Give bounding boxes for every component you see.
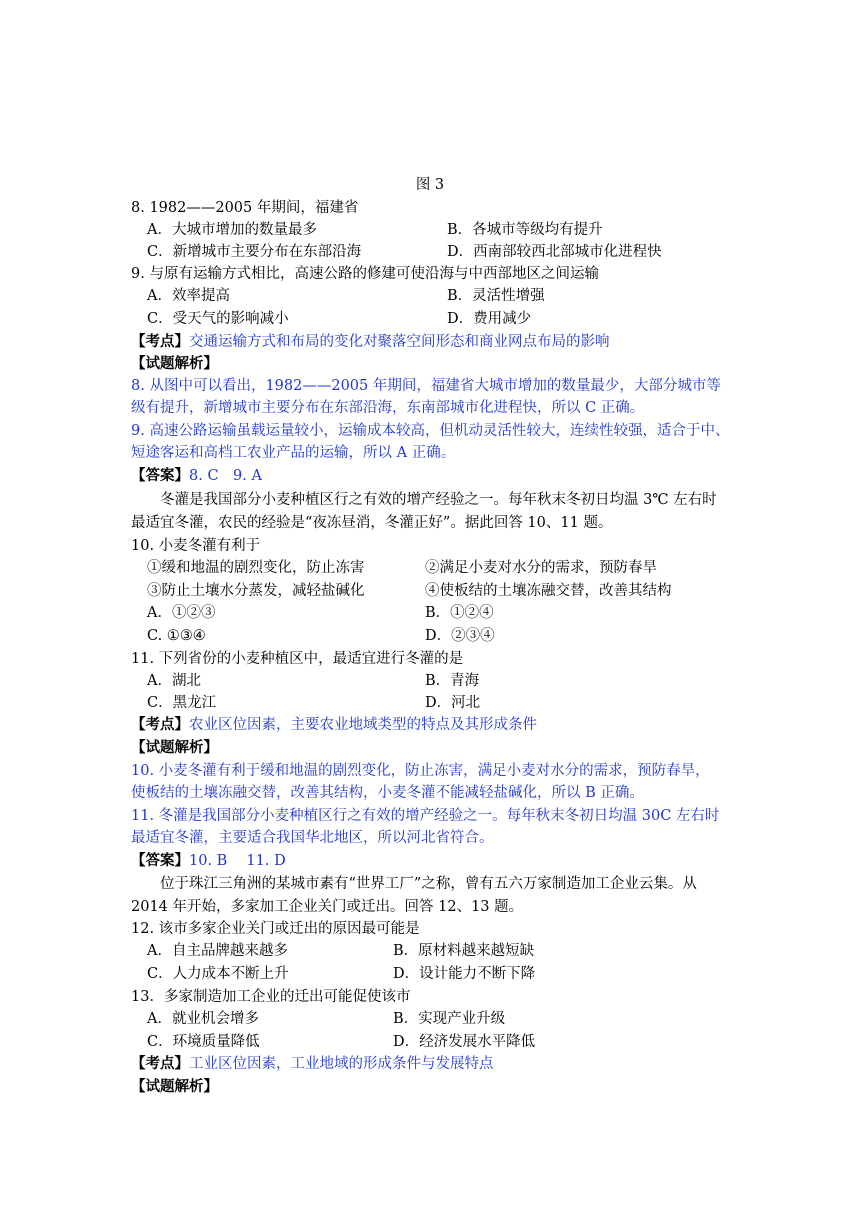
q10-statement-3: ③防止土壤水分蒸发，减轻盐碱化 [147, 583, 365, 599]
q9-stem: 9. 与原有运输方式相比，高速公路的修建可使沿海与中西部地区之间运输 [131, 266, 599, 282]
kaodian-tag: 【考点】 [131, 333, 189, 350]
q9-option-a: A．效率提高 [147, 288, 230, 304]
kaodian-tag: 【考点】 [131, 1055, 189, 1072]
answer-text: 8. C 9. A [189, 468, 262, 484]
q13-option-d: D．经济发展水平降低 [393, 1034, 536, 1050]
q13-option-b: B．实现产业升级 [393, 1011, 506, 1027]
kaodian-tag: 【考点】 [131, 716, 189, 733]
kaodian-1 [131, 331, 610, 353]
q13-option-c: C．环境质量降低 [147, 1034, 260, 1050]
q10-option-a: A．①②③ [147, 605, 216, 621]
q12-stem: 12. 该市多家企业关门或迁出的原因最可能是 [131, 921, 420, 937]
q8-option-a: A．大城市增加的数量最多 [147, 222, 317, 238]
q9-option-d: D．费用减少 [447, 311, 532, 327]
q11-option-d: D．河北 [425, 695, 481, 711]
explanation-10-line2: 使板结的土壤冻融交替，改善其结构，小麦冬灌不能减轻盐碱化，所以 B 正确。 [131, 785, 644, 801]
explanation-8-line1: 8. 从图中可以看出，1982——2005 年期间，福建省大城市增加的数量最少，大部分城市等 [131, 378, 721, 394]
q11-option-b: B．青海 [425, 673, 480, 689]
q12-option-b: B．原材料越来越短缺 [393, 943, 535, 959]
q13-option-a: A．就业机会增多 [147, 1011, 259, 1027]
kaodian-text: 工业区位因素，工业地域的形成条件与发展特点 [189, 1056, 494, 1072]
answer-2 [131, 850, 286, 872]
q10-option-d: D．②③④ [425, 628, 495, 644]
q10-statement-1: ①缓和地温的剧烈变化，防止冻害 [147, 560, 365, 576]
answer-tag: 【答案】 [131, 852, 189, 869]
q8-option-c: C．新增城市主要分布在东部沿海 [147, 244, 362, 260]
answer-text: 10. B 11. D [189, 853, 286, 869]
kaodian-3 [131, 1053, 494, 1075]
explanation-11-line2: 最适宜冬灌，主要适合我国华北地区，所以河北省符合。 [131, 830, 494, 846]
explanation-9-line2: 短途客运和高档工农业产品的运输，所以 A 正确。 [131, 445, 456, 461]
kaodian-text: 交通运输方式和布局的变化对聚落空间形态和商业网点布局的影响 [189, 334, 610, 350]
q8-option-b: B．各城市等级均有提升 [447, 222, 603, 238]
kaodian-text: 农业区位因素，主要农业地域类型的特点及其形成条件 [189, 717, 537, 733]
q8-option-d: D．西南部较西北部城市化进程快 [447, 244, 662, 260]
explanation-10-line1: 10. 小麦冬灌有利于缓和地温的剧烈变化，防止冻害，满足小麦对水分的需求，预防春旱， [131, 763, 710, 779]
answer-tag: 【答案】 [131, 467, 189, 484]
q10-statement-2: ②满足小麦对水分的需求，预防春旱 [425, 560, 657, 576]
q8-stem: 8. 1982——2005 年期间，福建省 [131, 200, 359, 216]
jiexi-tag-2: 【试题解析】 [131, 739, 218, 756]
kaodian-2 [131, 714, 537, 736]
explanation-11-line1: 11. 冬灌是我国部分小麦种植区行之有效的增产经验之一。每年秋末冬初日均温 30C 左右时 [131, 808, 720, 824]
passage-2-line1: 冬灌是我国部分小麦种植区行之有效的增产经验之一。每年秋末冬初日均温 3℃ 左右时 [160, 492, 717, 508]
q11-option-a: A．湖北 [147, 673, 201, 689]
passage-2-line2: 最适宜冬灌，农民的经验是“夜冻昼消，冬灌正好”。据此回答 10、11 题。 [131, 515, 613, 531]
q9-option-c: C．受天气的影响减小 [147, 311, 289, 327]
q11-stem: 11. 下列省份的小麦种植区中，最适宜进行冬灌的是 [131, 651, 464, 667]
q12-option-d: D．设计能力不断下降 [393, 966, 536, 982]
q10-option-c: C. ①③④ [147, 628, 206, 644]
q11-option-c: C．黑龙江 [147, 695, 217, 711]
q10-option-b: B．①②④ [425, 605, 494, 621]
q10-statement-4: ④使板结的土壤冻融交替，改善其结构 [425, 583, 672, 599]
explanation-8-line2: 级有提升，新增城市主要分布在东部沿海，东南部城市化进程快，所以 C 正确。 [131, 400, 645, 416]
answer-1 [131, 465, 262, 487]
q12-option-a: A．自主品牌越来越多 [147, 943, 288, 959]
q10-stem: 10. 小麦冬灌有利于 [131, 538, 261, 554]
jiexi-tag-1: 【试题解析】 [131, 355, 218, 372]
explanation-9-line1: 9. 高速公路运输虽载运量较小，运输成本较高，但机动灵活性较大，连续性较强，适合于中、 [131, 423, 730, 439]
passage-3-line1: 位于珠江三角洲的某城市素有“世界工厂”之称，曾有五六万家制造加工企业云集。从 [160, 876, 697, 892]
jiexi-tag-3: 【试题解析】 [131, 1078, 218, 1095]
figure-caption: 图 3 [415, 177, 445, 193]
q12-option-c: C．人力成本不断上升 [147, 966, 289, 982]
q13-stem: 13．多家制造加工企业的迁出可能促使该市 [131, 989, 411, 1005]
passage-3-line2: 2014 年开始，多家加工企业关门或迁出。回答 12、13 题。 [131, 899, 524, 915]
q9-option-b: B．灵活性增强 [447, 288, 545, 304]
